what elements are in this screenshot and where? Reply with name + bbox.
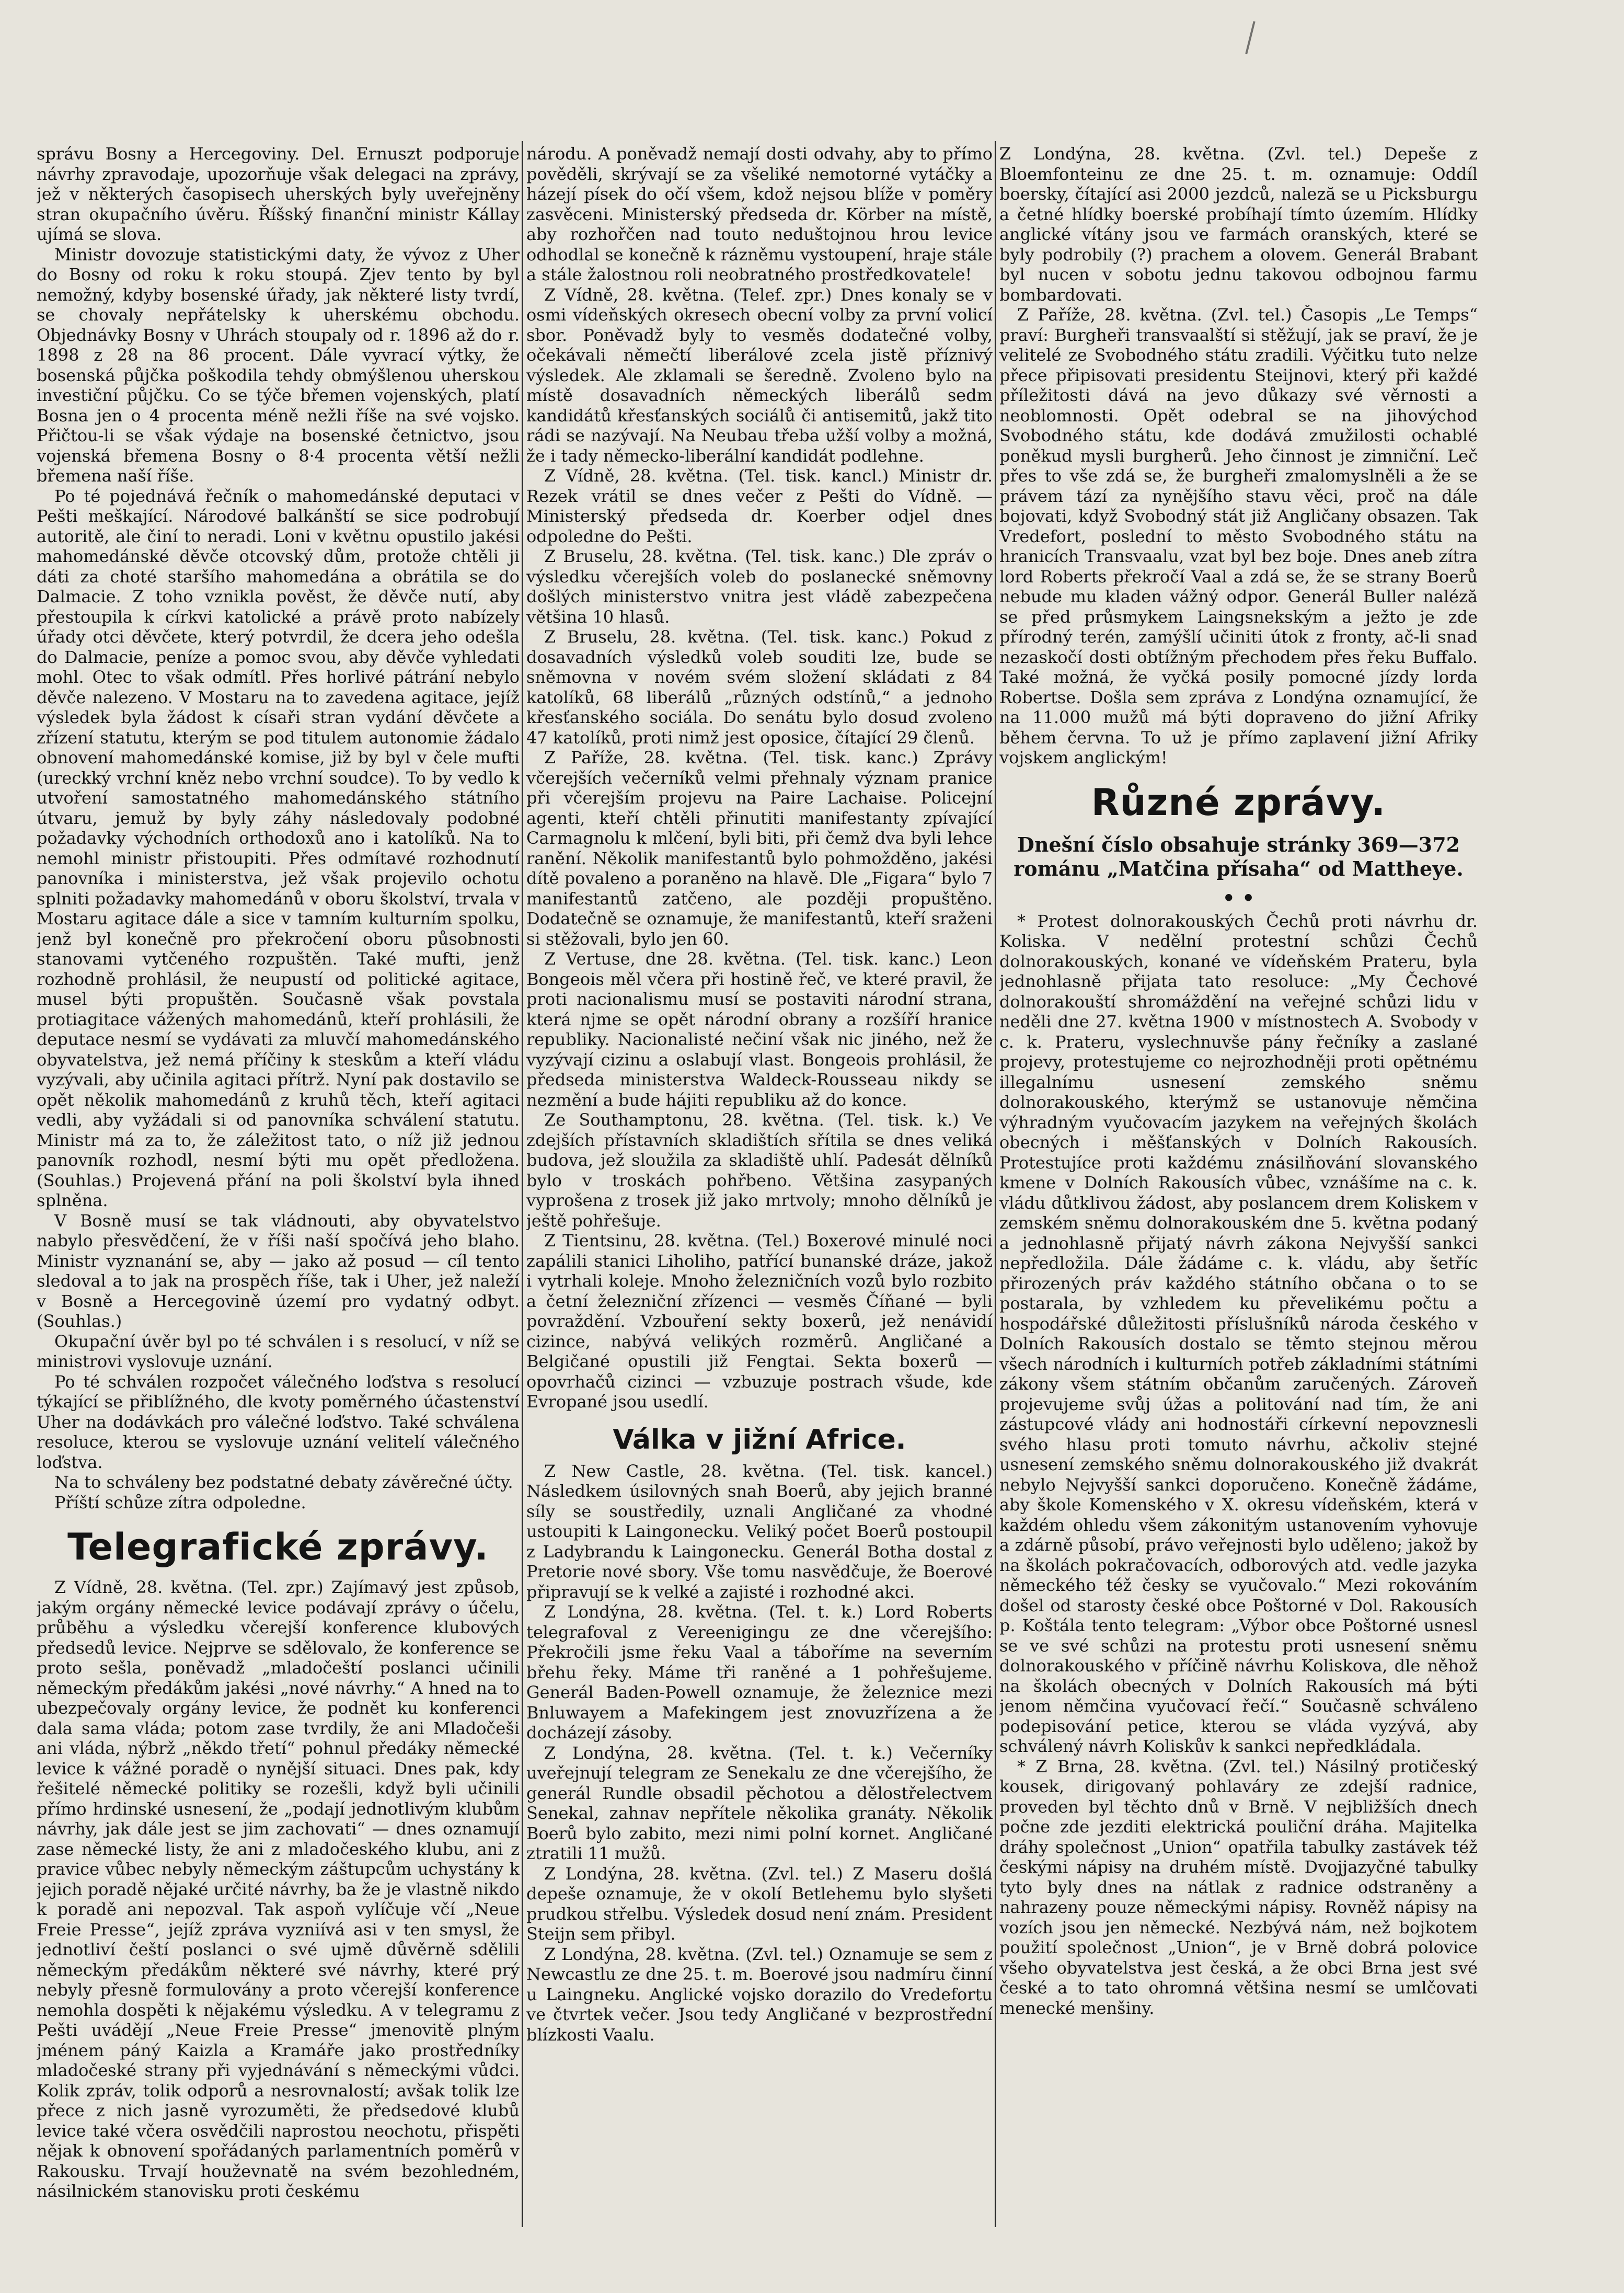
article-paragraph: Z Bruselu, 28. května. (Tel. tisk. kanc.) Pokud z dosavadních výsledků voleb souditi lze, bude se sněmovna v novém svém složení skládati z 84 katolíků, 68 liberálů „různých odstínů,“ a jednoho křesťanského sociála. Do senátu bylo dosud zvoleno 47 katolíků, proti nimž jest oposice, čítající 29 členů. xyxy=(526,627,993,748)
article-paragraph: Z Londýna, 28. května. (Tel. t. k.) Lord Roberts telegrafoval z Vereenigingu ze dne včerejšího: Překročili jsme řeku Vaal a táboříme na severním břehu řeky. Máme tři raněné a 1 pohřešujeme. Generál Baden-Powell oznamuje, že železnice mezi Bnluwayem a Mafekingem jest znovuzřízena a že docházejí zásoby. xyxy=(526,1602,993,1742)
article-paragraph: Ministr dovozuje statistickými daty, že vývoz z Uher do Bosny od roku k roku stoupá. Zjev tento by byl nemožný, kdyby bosenské úřady, jak některé listy tvrdí, se chovaly nepřátelsky k uherskému obchodu. Objednávky Bosny v Uhrách stoupaly od r. 1896 až do r. 1898 z 28 na 86 procent. Dále vyvrací výtky, že bosenská půjčka poškodila tehdy obmýšlenou uherskou investiční půjčku. Co se týče břemen vojenských, platí Bosna jen o 4 procenta méně nežli říše na své vojsko. Přičtou-li se však výdaje na bosenské četnictvo, jsou vojenská břemena Bosny o 8·4 procenta větší nežli břemena naší říše. xyxy=(37,244,520,486)
article-paragraph: Z Paříže, 28. května. (Zvl. tel.) Časopis „Le Temps“ praví: Burgheři transvaalští si stěžují, jak se praví, že je velitelé ze Svobodného státu zradili. Výčitku tuto nelze přece připisovati presidentu Steijnovi, který při každé příležitosti dává na jevo důkazy své věrnosti a neoblomnosti. Opět odebral se na jihovýchod Svobodného státu, kde dodává zmužilosti ochablé poněkud mysli burgherů. Jeho činnost je zimniční. Leč přes to vše zdá se, že burgheři zmalomyslněli a že se právem tází za nynějšího stavu věci, proč na dále bojovati, když Svobodný stát již Angličany obsazen. Tak Vredefort, poslední to město Svobodného státu na hranicích Transvaalu, vzat byl bez boje. Dnes aneb zítra lord Roberts překročí Vaal a zdá se, že se strany Boerů nebude mu kladen vážný odpor. Generál Buller naléză se před průsmykem Laingsnekským a ježto je zde přírodný terén, zamýšlí učiniti útok z fronty, ač-li snad nezaskočí dosti obtížným přechodem přes řeku Buffalo. Také možná, že vyčká posily pomocné jízdy lorda Robertse. Došla sem zpráva z Londýna oznamující, že na 11.000 mužů má býti dopraveno do jižní Afriky během června. To už je přímo zaplavení jižní Afriky vojskem anglickým! xyxy=(999,305,1478,767)
article-paragraph: Z Vídně, 28. května. (Telef. zpr.) Dnes konaly se v osmi vídeňských okresech obecní volby za první volicí sbor. Poněvadž byly to vesměs dodatečné volby, očekávali němečtí liberálové zcela jistě příznivý výsledek. Ale zklamali se šeredně. Zvoleno bylo na místě dosavadních německých liberálů sedm kandidátů křesťanských sociálů či antisemitů, jakž tito rádi se nazývají. Na Neubau třeba užší volby a možná, že i tady německo-liberální kandidát podlehne. xyxy=(526,284,993,466)
article-paragraph: Po té schválen rozpočet válečného loďstva s resolucí týkající se přiblížného, dle kvoty poměrného účastenství Uher na dodávkách pro válečné loďstvo. Také schválena resoluce, kterou se vyslovuje uznání velitelí válečného loďstva. xyxy=(37,1371,520,1472)
article-paragraph: Z Paříže, 28. května. (Tel. tisk. kanc.) Zprávy včerejších večerníků velmi přehnaly význam pranice při včerejším projevu na Paire Lachaise. Policejní agenti, kteří chtěli přinutiti manifestanty zpívající Carmagnolu k mlčení, byli biti, při čemž dva byli lehce ranění. Několik manifestantů bylo pohmožděno, jakési dítě povaleno a poraněno na hlavě. Dle „Figara“ bylo 7 manifestantů zatčeno, ale později propuštěno. Dodatečně se oznamuje, že manifestantů, kteří sraženi si stěžovali, bylo jen 60. xyxy=(526,748,993,949)
section-heading-telegrams: Telegrafické zprávy. xyxy=(67,1526,489,1568)
article-paragraph: Ze Southamptonu, 28. května. (Tel. tisk. k.) Ve zdejších přístavních skladištích sřítila se dnes veliká budova, jež sloužila za skladiště uhlí. Padesát dělníků bylo v troskách pohřbeno. Většina zasypaných vyprošena z trosek již jako mrtvoly; mnoho dělníků je ještě pohřešuje. xyxy=(526,1110,993,1231)
section-heading-war: Válka v jižní Africe. xyxy=(613,1424,906,1455)
column-rule xyxy=(522,141,523,2227)
pencil-mark xyxy=(1245,21,1255,54)
article-paragraph: Z Vídně, 28. května. (Tel. tisk. kancl.) Ministr dr. Rezek vrátil se dnes večer z Pešti do Vídně. — Ministerský předseda dr. Koerber odjel dnes odpoledne do Pešti. xyxy=(526,466,993,546)
ornament: • • xyxy=(1222,886,1255,910)
article-paragraph: Na to schváleny bez podstatné debaty závěrečné účty. xyxy=(54,1472,513,1492)
column-rule xyxy=(995,141,996,2227)
article-paragraph: Z Bruselu, 28. května. (Tel. tisk. kanc.) Dle zpráv o výsledku včerejších voleb do poslanecké sněmovny došlých ministerstvo vnitra jest vládě zabezpečena většina 10 hlasů. xyxy=(526,546,993,627)
article-paragraph: * Z Brna, 28. května. (Zvl. tel.) Násilný protičeský kousek, dirigovaný pohlaváry ze zdejší radnice, proveden byl těchto dnů v Brně. V nejbližších dnech počne zde jezditi elektrická pouliční dráha. Majitelka dráhy společnost „Union“ opatřila tabulky zastávek též českými nápisy na druhém místě. Dvojjazyčné tabulky tyto byly dnes na nátlak z radnice odstraněny a nahrazeny pouze německými nápisy. Rovněž nápisy na vozích jsou jen německé. Nezbývá nám, než bojkotem použití společnost „Union“, je v Brně dobrá polovice všeho obyvatelstva jest česká, a že obci Brna jest své české a to tato ohromná většina nesmí se umlčovati menecké menšiny. xyxy=(999,1756,1478,2018)
column-1 xyxy=(37,144,520,2230)
column-2 xyxy=(526,144,993,2230)
article-paragraph: Z Vertuse, dne 28. května. (Tel. tisk. kanc.) Leon Bongeois měl včera při hostině řeč, ve které pravil, že proti nacionalismu musí se postaviti národní strana, která njme se opět národní obrany a rozšíří hranice republiky. Nacionalisté nečiní však nic jiného, než že vyzývají cizinu a oslabují vlast. Bongeois prohlásil, že předseda ministerstva Waldeck-Rousseau nikdy se nezmění a bude hájiti republiku až do konce. xyxy=(526,949,993,1110)
column-3 xyxy=(999,144,1478,2230)
article-paragraph: Z Vídně, 28. května. (Tel. zpr.) Zajímavý jest způsob, jakým orgány německé levice podávají zprávy o účelu, průběhu a výsledku včerejší konference klubových předsedů levice. Nejprve se sdělovalo, že konference se proto sešla, poněvadž „mladočeští poslanci učinili německým předákům jakési „nové návrhy.“ A hned na to ubezpečovaly orgány levice, že podnět ku konferenci dala sama vláda; potom zase tvrdily, že ani Mladočeši ani vláda, nýbrž „někdo třetí“ pohnul předáky německé levice k vážné poradě o nynější situaci. Dnes pak, kdy řešitelé německé politiky se rozešli, když byli učinili přímo hrdinské usnesení, že „podají jednotlivým klubům návrhy, jak dále jest se jim zachovati“ — dnes oznamují zase německé listy, že ani z mladočeského klubu, ani z pravice vůbec nebyly německým záštupcům uchystány k jejich poradě nějaké určité návrhy, ba že je vlastně nikdo k poradě ani nepozval. Tak aspoň vylíčuje včí „Neue Freie Presse“, jejíž zpráva vyzniívá asi v ten smysl, že jednotliví čeští poslanci o své ujmě důvěrně sdělili německým předákům některé své návrhy, které prý nebyly přesně formulovány a proto včerejší konference nemohla dospěti k nějakému výsledku. A v telegramu z Pešti uvádějí „Neue Freie Presse“ jmenovitě plným jménem páný Kaizla a Kramáře jako prostředníky mladočeské strany při vyjednávání s německými vůdci. Kolik zpráv, tolik odporů a nesrovnalostí; avšak tolik lze přece z nich jasně vyrozuměti, že předsedové klubů levice také včera osvědčili naprostou neochotu, přispěti nějak k obnovení spořádaných parlamentních poměrů v Rakousku. Trvají houževnatě na svém bezohledném, násilnickém stanovisku proti českému xyxy=(37,1577,520,2201)
serial-notice: Dnešní číslo obsahuje stránky 369—372 románu „Matčina přísaha“ od Mattheye. xyxy=(1013,832,1464,880)
article-paragraph: správu Bosny a Hercegoviny. Del. Ernuszt podporuje návrhy zpravodaje, upozorňuje však delegaci na zprávy, jež v některých časopisech uherských byly uveřejněny stran okupačního úvěru. Říšský finanční ministr Kállay ujímá se slova. xyxy=(37,144,520,244)
article-paragraph: národu. A poněvadž nemají dosti odvahy, aby to přímo pověděli, skrývají se za všeliké nemotorné vytáčky a házejí písek do očí všem, kdož nejsou blíže v poměry zasvěceni. Ministerský předseda dr. Körber na místě, aby rozhořčen nad touto neduštojnou hrou levice odhodlal se konečně k rázněmu vystoupení, hraje stále a stále žalostnou roli neobratného prostředkovatele! xyxy=(526,144,993,284)
article-paragraph: Po té pojednává řečník o mahomedánské deputaci v Pešti meškající. Národové balkánští se sice podrobují autoritě, ale činí to neradi. Loni v květnu opustilo jakési mahomedánské děvče otcovský dům, protože chtěli ji dáti za choté staršího mahomedána a obrátila se do Dalmacie. Z toho vznikla pověst, že děvče nutí, aby přestoupila k církvi katolické a právě proto nabízely úřady otci děvčete, který potvrdil, že dcera jeho odešla do Dalmacie, peníze a pomoc svou, aby děvče vyhledati mohl. Otec to však odmítl. Přes horlivé pátrání nebylo děvče nalezeno. V Mostaru na to zavedena agitace, jejíž výsledek byla žádost k císaři stran vydání děvčete a zřízení statutu, kterým se pod titulem autonomie žádalo obnovení mahomedánské komise, již by byl v čele mufti (ureckký vrchní kněz nebo vrchní soudce). To by vedlo k utvoření samostatného mahomedánského státního útvaru, jemuž by byly záhy následovaly podobné požadavky východních orthodoxů ano i katolíků. Na to nemohl ministr přistoupiti. Přes odmítavé rozhodnutí panovníka i ministerstva, jež však projevilo ochotu splniti požadavky mahomedánů v oboru školství, trvala v Mostaru agitace dále a sice v tamním kulturním spolku, jenž byl konečně pro překročení oboru působnosti stanovami vytčeného rozpuštěn. Také mufti, jenž rozhodně prohlásil, že neupustí od politické agitace, musel býti propuštěn. Současně však povstala protiagitace vážených mahomedánů, kteří prohlásili, že deputace nesmí se vydávati za mluvčí mahomedánského obyvatelstva, jež nemá příčiny k steskům a kteří vládu vyzývali, aby učinila agitaci přítrž. Nyní pak dostavilo se opět několik mahomedánů z kruhů těch, kteří agitaci vedli, aby vyžádali si od panovníka schválení statutu. Ministr má za to, že záležitost tato, o níž již jednou panovník rozhodl, nesmí býti mu opět předložena. (Souhlas.) Projevená přání na poli školství byla ihned splněna. xyxy=(37,486,520,1210)
article-paragraph: Z Tientsinu, 28. května. (Tel.) Boxerové minulé noci zapálili stanici Liholiho, patřící bunanské dráze, jakož i vytrhali koleje. Mnoho železničních vozů bylo rozbito a četní železniční zřízenci — vesměs Číňané — byli povraždění. Vzbouření sekty boxerů, jež nenávidí cizince, nabývá velikých rozměrů. Angličané a Belgičané opustili již Fengtai. Sekta boxerů — opovrhačů cizinci — vzbuzuje postrach všude, kde Evropané jsou usedlí. xyxy=(526,1231,993,1412)
article-paragraph: V Bosně musí se tak vládnouti, aby obyvatelstvo nabylo přesvědčení, že v říši naší spočívá jeho blaho. Ministr vyznanání se, aby — jako až posud — cíl tento sledoval a to jak na prospěch říše, tak i Uher, jež naleží v Bosně a Hercegovině území pro vydatný odbyt. (Souhlas.) xyxy=(37,1210,520,1331)
article-paragraph: Z Londýna, 28. května. (Zvl. tel.) Oznamuje se sem z Newcastlu ze dne 25. t. m. Boerové jsou nadmíru činní u Laingneku. Anglické vojsko dorazilo do Vredefortu ve čtvrtek večer. Jsou tedy Angličané v bezprostřední blízkosti Vaalu. xyxy=(526,1944,993,2045)
article-paragraph: Z Londýna, 28. května. (Tel. t. k.) Večerníky uveřejnují telegram ze Senekalu ze dne včerejšího, že generál Rundle obsadil pěchotou a dělostřelectvem Senekal, zahnav nepřítele několika granáty. Několik Boerů bylo zabito, mezi nimi polní kornet. Angličané ztratili 11 mužů. xyxy=(526,1742,993,1863)
article-paragraph: Z Londýna, 28. května. (Zvl. tel.) Depeše z Bloemfonteinu ze dne 25. t. m. oznamuje: Oddíl boersky, čítající asi 2000 jezdců, naleză se u Picksburgu a četné hlídky boerské probíhají tímto územím. Hlídky anglické vítány jsou ve farmách oranských, které se byly podrobily (?) prachem a olovem. Generál Brabant byl nucen v sobotu jednu takovou odbojnou farmu bombardovati. xyxy=(999,144,1478,305)
article-paragraph: Příští schůze zítra odpoledne. xyxy=(54,1492,306,1512)
article-paragraph: * Protest dolnorakouských Čechů proti návrhu dr. Koliska. V nedělní protestní schůzi Čechů dolnorakouských, konané ve vídeňském Prateru, byla jednohlasně přijata tato resoluce: „My Čechové dolnorakouští shromáždění na veřejné schůzi lidu v neděli dne 27. května 1900 v místnostech A. Svobody v c. k. Prateru, vyslechnuvše pány řečníky a zaslané projevy, protestujeme co nejrozhodněji proti opětnému illegalnímu usnesení zemského sněmu dolnorakouského, kterýmž se ustanovuje němčina výhradným vyučovacím jazykem na veřejných školách obecných i měšťanských v Dolních Rakousích. Protestujíce proti každému znásilňování slovanského kmene v Dolních Rakousích vůbec, vznášíme na c. k. vládu důtklivou žádost, aby poslancem drem Koliskem v zemském sněmu dolnorakouském dne 5. května podaný a jednohlasně přijatý návrh zákona Nejvyšší sankci nepředložila. Dále žádáme c. k. vládu, aby šetříc přirozených práv každého státního občana o to se postarala, by vzhledem ku převelikému počtu a hospodářské důležitosti příslušníků národa českého v Dolních Rakousích dostalo se těmto stejnou měrou všech národních i kulturních potřeb základními státními zákony všem státním občanům zaručených. Zároveň projevujeme svůj úžas a politování nad tím, že ani zástupcové vlády ani hodnostáři církevní nepovznesli svého hlasu proti tomuto návrhu, ačkoliv stejné usnesení zemského sněmu dolnorakouského již dvakrát nebylo Nejvyšší sankci doporučeno. Konečně žádáme, aby škole Komenského v X. okresu vídeňském, která v každém ohledu všem zákonitým ustanovením vyhovuje a zdárně působí, právo veřejnosti bylo uděleno; jakož by na školách pokračovacích, odborových atd. vedle jazyka německého též česky se vyučovalo.“ Mezi rokováním došel od starosty české obce Poštorné v Dol. Rakousích p. Koštála tento telegram: „Výbor obce Poštorné usnesl se ve své schůzi na protestu proti usnesení sněmu dolnorakouského v příčině návrhu Koliskova, dle něhož na školách obecných v Dolních Rakousích má býti jenom němčina vyučovací řečí.“ Současně schváleno podepisování petice, kterou se vláda vyzývá, aby schválený návrh Koliskův k sankci nepředkládala. xyxy=(999,911,1478,1756)
article-paragraph: Okupační úvěr byl po té schválen i s resolucí, v níž se ministrovi vyslovuje uznání. xyxy=(37,1331,520,1371)
article-paragraph: Z New Castle, 28. května. (Tel. tisk. kancel.) Následkem úsilovných snah Boerů, aby jejich branné síly se soustředily, uznali Angličané za vhodné ustoupiti k Laingonecku. Veliký počet Boerů postoupil z Ladybrandu k Laingonecku. Generál Botha dostal z Pretorie nové sbory. Vše tomu nasvědčuje, že Boerové připravují se k velké a zajisté i rozhodné akci. xyxy=(526,1461,993,1602)
article-paragraph: Z Londýna, 28. května. (Zvl. tel.) Z Maseru došlá depeše oznamuje, že v okolí Betlehemu bylo slyšeti prudkou střelbu. Výsledek dosud není znám. President Steijn sem přibyl. xyxy=(526,1863,993,1944)
section-heading-misc: Různé zprávy. xyxy=(1091,781,1386,824)
